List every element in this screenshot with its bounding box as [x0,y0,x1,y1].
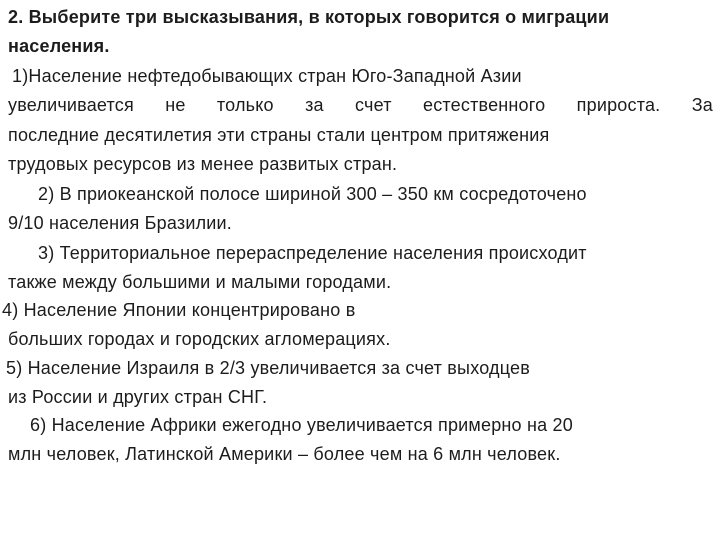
option-4-line2: больших городах и городских агломерациях. [8,329,391,349]
option-1-line2: увеличивается не только за счет естественного прироста. За [8,95,713,115]
question-heading-line2: населения. [8,36,110,56]
option-2-line2: 9/10 населения Бразилии. [8,213,233,233]
option-5-line1: 5) Население Израиля в 2/3 увеличивается за счет выходцев [6,358,530,378]
option-3-line2: также между большими и малыми городами. [8,272,392,292]
option-6-line2: млн человек, Латинской Америки – более чем на 6 млн человек. [8,444,561,464]
option-2-line1: 2) В приокеанской полосе шириной 300 – 350 км сосредоточено [38,184,587,204]
option-5-line2: из России и других стран СНГ. [8,387,268,407]
option-1-line4: трудовых ресурсов из менее развитых стран. [8,154,398,174]
option-6-line1: 6) Население Африки ежегодно увеличивается примерно на 20 [30,415,573,435]
question-heading-line1: 2. Выберите три высказывания, в которых говорится о миграции [8,7,610,27]
option-1-line3: последние десятилетия эти страны стали центром притяжения [8,125,550,145]
option-4-line1: 4) Население Японии концентрировано в [2,300,356,320]
option-3-line1: 3) Территориальное перераспределение населения происходит [38,243,587,263]
option-1-line1: 1)Население нефтедобывающих стран Юго-Западной Азии [12,66,522,86]
